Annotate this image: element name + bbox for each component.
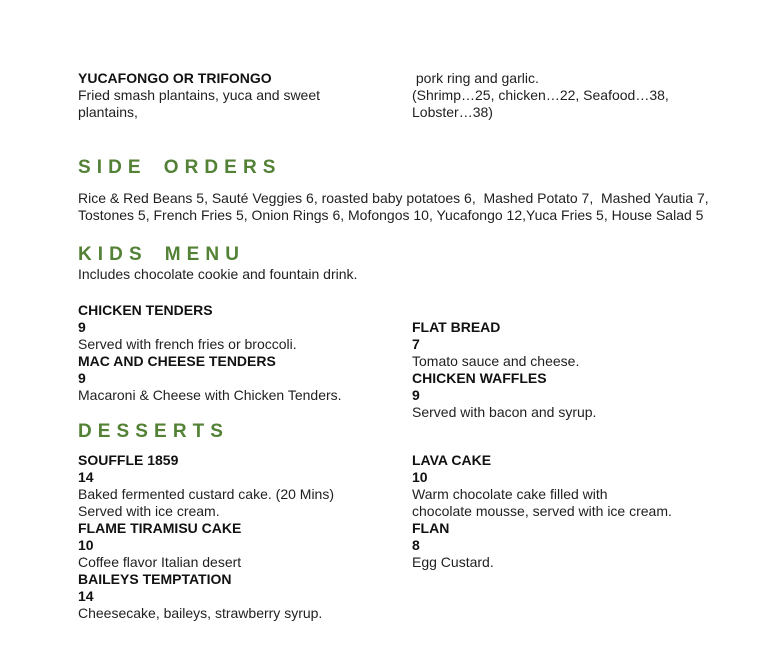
item-name: CHICKEN WAFFLES <box>412 370 547 386</box>
item-description-line: (Shrimp…25, chicken…22, Seafood…38, <box>412 87 669 103</box>
item-price: 14 <box>78 588 94 604</box>
item-price: 7 <box>412 336 420 352</box>
item-description-line: Egg Custard. <box>412 554 494 570</box>
item-description-line: Tomato sauce and cheese. <box>412 353 580 369</box>
menu-item <box>412 370 757 421</box>
kids-menu-header <box>78 243 357 283</box>
item-price: 8 <box>412 537 420 553</box>
side-orders-line: Tostones 5, French Fries 5, Onion Rings 6, Mofongos 10, Yucafongo 12,Yuca Fries 5, House Salad 5 <box>78 207 704 223</box>
item-description-line: Served with bacon and syrup. <box>412 404 597 420</box>
item-description-line: Served with ice cream. <box>78 503 220 519</box>
kids-menu-heading: KIDS MENU <box>78 244 246 265</box>
item-name: MAC AND CHEESE TENDERS <box>78 353 276 369</box>
item-description-line: Baked fermented custard cake. (20 Mins) <box>78 486 335 502</box>
menu-item <box>412 319 757 370</box>
item-price: 10 <box>78 537 94 553</box>
item-price: 9 <box>412 387 420 403</box>
side-orders-line: Rice & Red Beans 5, Sauté Veggies 6, roasted baby potatoes 6, Mashed Potato 7, Mashed Yautia 7, <box>78 190 709 206</box>
item-description-line: pork ring and garlic. <box>412 70 539 86</box>
item-name: BAILEYS TEMPTATION <box>78 571 232 587</box>
item-name: FLAME TIRAMISU CAKE <box>78 520 242 536</box>
item-name: YUCAFONGO OR TRIFONGO <box>78 70 272 86</box>
side-orders-heading: SIDE ORDERS <box>78 157 282 178</box>
item-description-line: Cheesecake, baileys, strawberry syrup. <box>78 605 323 621</box>
item-description-line: Lobster…38) <box>412 104 493 120</box>
menu-item <box>78 452 423 520</box>
desserts-right-column <box>412 452 757 571</box>
item-price: 14 <box>78 469 94 485</box>
item-price: 9 <box>78 319 86 335</box>
item-description-line: plantains, <box>78 104 138 120</box>
item-description-line: Fried smash plantains, yuca and sweet <box>78 87 321 103</box>
item-name: LAVA CAKE <box>412 452 492 468</box>
item-name: CHICKEN TENDERS <box>78 302 213 318</box>
item-description-line: Served with french fries or broccoli. <box>78 336 297 352</box>
item-description-line: Coffee flavor Italian desert <box>78 554 242 570</box>
item-description-line: Warm chocolate cake filled with <box>412 486 608 502</box>
menu-item <box>412 452 757 520</box>
menu-item <box>78 520 423 571</box>
item-description-line: Macaroni & Cheese with Chicken Tenders. <box>78 387 342 403</box>
intro-right-column <box>412 70 757 121</box>
menu-item <box>78 302 423 353</box>
item-name: FLAT BREAD <box>412 319 501 335</box>
kids-menu-right-column <box>412 319 757 421</box>
side-orders-list <box>78 190 709 224</box>
menu-item <box>78 571 423 622</box>
desserts-left-column <box>78 452 423 622</box>
item-name: SOUFFLE 1859 <box>78 452 179 468</box>
item-price: 9 <box>78 370 86 386</box>
intro-left-column <box>78 70 423 121</box>
menu-item <box>78 353 423 404</box>
kids-menu-subtitle: Includes chocolate cookie and fountain drink. <box>78 266 358 282</box>
item-name: FLAN <box>412 520 450 536</box>
item-price: 10 <box>412 469 428 485</box>
desserts-heading: DESSERTS <box>78 421 230 442</box>
item-description-line: chocolate mousse, served with ice cream. <box>412 503 672 519</box>
menu-item <box>412 520 757 571</box>
kids-menu-left-column <box>78 302 423 404</box>
